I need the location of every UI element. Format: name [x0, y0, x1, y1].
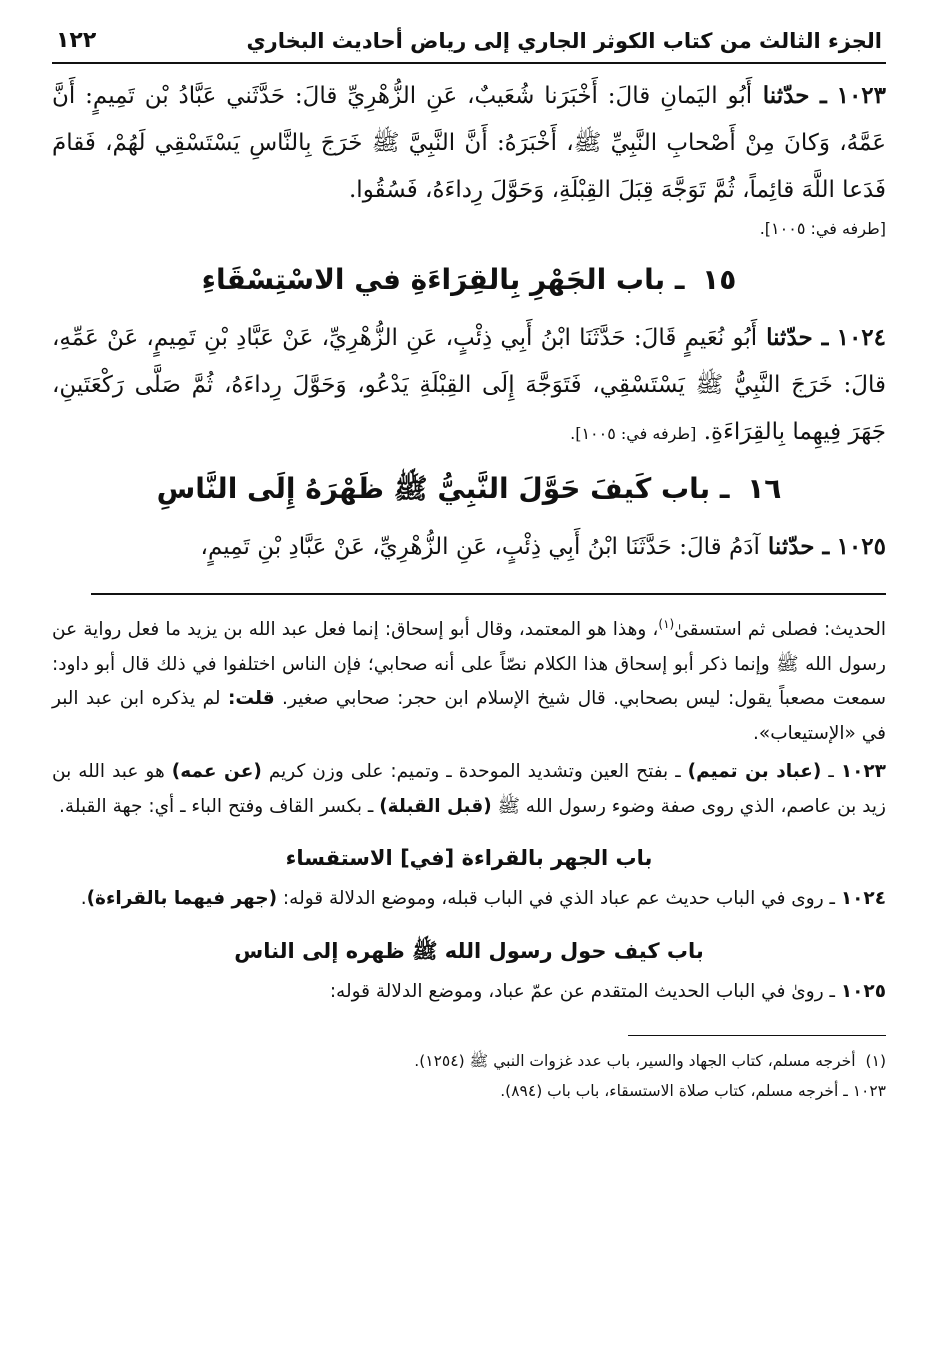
chapter-title: باب كَيفَ حَوَّلَ النَّبِيُّ ﷺ ظَهْرَهُ إِلَى النَّاسِ — [156, 472, 711, 505]
hadith-text: أَبُو نُعَيمٍ قَالَ: حَدَّثَنَا ابْنُ أَبِي ذِئْبٍ، عَنِ الزُّهْرِيِّ، عَنْ عَبَّادِ بْنِ تَمِيمٍ، عَنْ عَمِّهِ، قالَ: خَرَجَ النَّبِيُّ ﷺ يَسْتَسْقِي، فَتَوَجَّهَ إِلَى القِبْلَةِ يَدْعُو، وَحَوَّلَ رِداءَهُ، ثُمَّ صَلَّى رَكْعَتَينِ، جَهَرَ فِيهِما بِالقِرَاءَةِ. — [52, 325, 886, 445]
footnote-1: (١)أخرجه مسلم، كتاب الجهاد والسير، باب عدد غزوات النبي ﷺ (١٢٥٤). — [414, 1052, 886, 1070]
hadith-lead-word: حدّثنا — [762, 82, 810, 109]
footnote-reference: (١) — [658, 616, 675, 631]
running-title: الجزء الثالث من كتاب الكوثر الجاري إلى رياض أحاديث البخاري — [246, 29, 882, 53]
hadith-number: ١٠٢٤ — [836, 324, 887, 351]
running-header — [52, 26, 886, 64]
hadith-text: آدَمُ قالَ: حَدَّثَنَا ابْنُ أَبِي ذِئْبٍ، عَنِ الزُّهْرِيِّ، عَنْ عَبَّادِ بْنِ تَمِيمٍ، — [200, 534, 760, 560]
commentary-number: ١٠٢٣ — [840, 761, 886, 782]
hadith-1023 — [52, 72, 886, 214]
tarfuh-1024: [طرفه في: ١٠٠٥]. — [570, 424, 697, 443]
chapter-15-heading: ١٥ ـ باب الجَهْرِ بِالقِرَاءَةِ في الاسْتِسْقَاءِ — [201, 263, 737, 296]
sub-chapter-heading-1: باب الجهر بالقراءة [في] الاستقساء — [285, 846, 653, 870]
hadith-number: ١٠٢٥ — [836, 533, 886, 560]
commentary-1025: ١٠٢٥ ـ رویٰ في الباب الحديث المتقدم عن عمّ عباد، وموضع الدلالة قوله: — [329, 980, 886, 1002]
hadith-lead: ـ حدّثنا — [762, 82, 827, 109]
commentary-1024: ١٠٢٤ ـ روى في الباب حديث عم عباد الذي في الباب قبله، وموضع الدلالة قوله: (جهر فيهما بالقراءة). — [80, 888, 886, 909]
hadith-1025 — [52, 523, 886, 571]
hadith-lead: ـ حدّثنا — [767, 533, 830, 560]
tarfuh-1023: [طرفه في: ١٠٠٥]. — [759, 219, 886, 238]
hadith-number: ١٠٢٣ — [836, 82, 887, 109]
hadith-1024 — [52, 314, 886, 457]
page-number: ١٢٢ — [56, 28, 97, 53]
commentary-1023: ١٠٢٣ ـ (عباد بن تميم) ـ بفتح العين وتشديد الموحدة ـ وتميم: على وزن كريم (عن عمه) هو عبد الله بن زيد بن عاصم، الذي روى صفة وضوء رسول الله ﷺ (قبل القبلة) ـ بكسر القاف وفتح الباء ـ أي: جهة القبلة. — [52, 761, 886, 817]
hadith-lead-word: حدّثنا — [767, 533, 815, 560]
footnote-2: ١٠٢٣ ـ أخرجه مسلم، كتاب صلاة الاستسقاء، باب باب (٨٩٤). — [500, 1082, 886, 1100]
qult-label: قلت: — [227, 688, 275, 709]
chapter-number: ١٦ — [747, 472, 782, 505]
hadith-text: أَبُو اليَمانِ قالَ: أَخْبَرَنا شُعَيبٌ، عَنِ الزُّهْرِيِّ قالَ: حَدَّثَني عَبَّادُ بْن تَمِيمٍ: أَنَّ عَمَّهُ، وَكانَ مِنْ أَصْحابِ النَّبِيِّ ﷺ، أَخْبَرَهُ: أَنَّ النَّبِيَّ ﷺ خَرَجَ بِالنَّاسِ يَسْتَسْقِي لَهُمْ، فَقامَ فَدَعا اللَّهَ قائِماً، ثُمَّ تَوَجَّهَ قِبَلَ القِبْلَةِ، وَحَوَّلَ رِداءَهُ، فَسُقُوا. — [52, 83, 886, 203]
chapter-16-heading: ١٦ ـ باب كَيفَ حَوَّلَ النَّبِيُّ ﷺ ظَهْرَهُ إِلَى النَّاسِ — [156, 472, 782, 505]
chapter-number: ١٥ — [702, 263, 737, 296]
chapter-title: باب الجَهْرِ بِالقِرَاءَةِ في الاسْتِسْقَاءِ — [201, 263, 666, 296]
commentary-number: ١٠٢٤ — [840, 888, 886, 909]
footnote-mark: (١) — [865, 1052, 886, 1070]
commentary-paragraph-1: الحديث: فصلى ثم استسقىٰ$^{(١)}$، وهذا هو المعتمد، وقال أبو إسحاق: إنما فعل عبد الله بن يزيد ما فعل رواية عن رسول الله ﷺ وإنما ذكر أبو إسحاق هذا الكلام نصّاً على أنه صحابي؛ فإن الناس اختلفوا في ذلك قال أبو داود: سمعت مصعباً يقول: ليس بصحابي. قال شيخ الإسلام ابن حجر: صحابي صغير. قلت: لم يذكره ابن عبد البر في «الإستيعاب». — [52, 616, 886, 744]
hadith-lead-word: حدّثنا — [766, 324, 813, 351]
commentary-number: ١٠٢٥ — [840, 980, 886, 1002]
footnote-divider — [628, 1035, 886, 1036]
hadith-lead: ـ حدّثنا — [766, 324, 829, 351]
commentary-divider — [91, 593, 886, 595]
sub-chapter-heading-2: باب كيف حول رسول الله ﷺ ظهره إلى الناس — [234, 938, 704, 963]
